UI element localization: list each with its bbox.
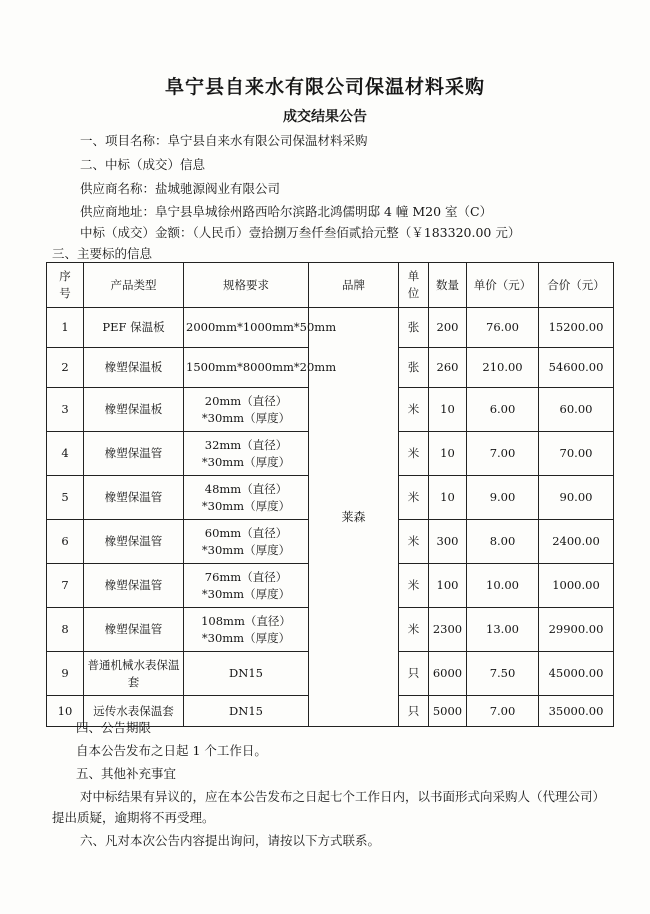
header-spec: 规格要求: [184, 263, 309, 308]
cell-qty: 10: [429, 432, 467, 476]
cell-seq: 9: [47, 652, 84, 696]
header-seq: 序 号: [47, 263, 84, 308]
section-main-items: 三、主要标的信息: [52, 246, 153, 261]
cell-unit: 米: [399, 388, 429, 432]
cell-price: 6.00: [467, 388, 539, 432]
cell-qty: 100: [429, 564, 467, 608]
cell-total: 1000.00: [539, 564, 614, 608]
cell-qty: 6000: [429, 652, 467, 696]
cell-seq: 1: [47, 308, 84, 348]
cell-total: 2400.00: [539, 520, 614, 564]
cell-seq: 2: [47, 348, 84, 388]
cell-spec: 48mm（直径）*30mm（厚度）: [184, 476, 309, 520]
cell-type: 橡塑保温管: [84, 476, 184, 520]
cell-type: 橡塑保温管: [84, 564, 184, 608]
section-other-matters: 五、其他补充事宜: [76, 766, 177, 781]
cell-seq: 8: [47, 608, 84, 652]
bid-amount: 中标（成交）金额：（人民币）壹拾捌万叁仟叁佰贰拾元整（￥183320.00 元）: [80, 225, 521, 240]
cell-type: 远传水表保温套: [84, 696, 184, 727]
cell-type: 橡塑保温管: [84, 432, 184, 476]
cell-spec: 60mm（直径）*30mm（厚度）: [184, 520, 309, 564]
cell-total: 15200.00: [539, 308, 614, 348]
cell-unit: 米: [399, 476, 429, 520]
cell-price: 10.00: [467, 564, 539, 608]
cell-type: 橡塑保温管: [84, 520, 184, 564]
document-subtitle: 成交结果公告: [283, 109, 367, 125]
cell-total: 45000.00: [539, 652, 614, 696]
cell-unit: 张: [399, 308, 429, 348]
cell-brand: 莱森: [309, 308, 399, 727]
cell-price: 9.00: [467, 476, 539, 520]
cell-total: 60.00: [539, 388, 614, 432]
table-row: [47, 308, 614, 348]
cell-seq: 6: [47, 520, 84, 564]
cell-qty: 5000: [429, 696, 467, 727]
cell-price: 8.00: [467, 520, 539, 564]
header-total: 合价（元）: [539, 263, 614, 308]
cell-unit: 只: [399, 696, 429, 727]
header-qty: 数量: [429, 263, 467, 308]
cell-price: 76.00: [467, 308, 539, 348]
cell-type: PEF 保温板: [84, 308, 184, 348]
cell-total: 70.00: [539, 432, 614, 476]
cell-price: 7.00: [467, 432, 539, 476]
cell-price: 210.00: [467, 348, 539, 388]
header-unit: 单 位: [399, 263, 429, 308]
cell-unit: 张: [399, 348, 429, 388]
cell-qty: 2300: [429, 608, 467, 652]
cell-spec: 20mm（直径）*30mm（厚度）: [184, 388, 309, 432]
cell-price: 7.00: [467, 696, 539, 727]
cell-seq: 3: [47, 388, 84, 432]
cell-seq: 5: [47, 476, 84, 520]
announcement-period-text: 自本公告发布之日起 1 个工作日。: [76, 743, 267, 758]
cell-unit: 只: [399, 652, 429, 696]
cell-price: 7.50: [467, 652, 539, 696]
header-price: 单价（元）: [467, 263, 539, 308]
cell-spec: 108mm（直径）*30mm（厚度）: [184, 608, 309, 652]
header-type: 产品类型: [84, 263, 184, 308]
cell-price: 13.00: [467, 608, 539, 652]
cell-total: 35000.00: [539, 696, 614, 727]
cell-spec: 76mm（直径）*30mm（厚度）: [184, 564, 309, 608]
other-matters-text-1: 对中标结果有异议的，应在本公告发布之日起七个工作日内，以书面形式向采购人（代理公司）: [80, 789, 606, 804]
cell-unit: 米: [399, 520, 429, 564]
section-inquiry-contact: 六、凡对本次公告内容提出询问，请按以下方式联系。: [80, 833, 381, 848]
cell-total: 90.00: [539, 476, 614, 520]
cell-unit: 米: [399, 564, 429, 608]
supplier-name: 供应商名称：盐城驰源阀业有限公司: [80, 181, 281, 196]
cell-type: 橡塑保温管: [84, 608, 184, 652]
cell-qty: 200: [429, 308, 467, 348]
table-header-row: [47, 263, 614, 308]
cell-type: 普通机械水表保温套: [84, 652, 184, 696]
items-table: [46, 262, 614, 727]
cell-qty: 300: [429, 520, 467, 564]
cell-spec: DN15: [184, 652, 309, 696]
other-matters-text-2: 提出质疑，逾期将不再受理。: [52, 810, 215, 825]
cell-qty: 10: [429, 388, 467, 432]
cell-spec: 2000mm*1000mm*50mm: [184, 308, 309, 348]
cell-total: 29900.00: [539, 608, 614, 652]
cell-unit: 米: [399, 608, 429, 652]
cell-type: 橡塑保温板: [84, 348, 184, 388]
section-announcement-period: 四、公告期限: [76, 720, 152, 735]
cell-seq: 10: [47, 696, 84, 727]
cell-spec: 1500mm*8000mm*20mm: [184, 348, 309, 388]
cell-total: 54600.00: [539, 348, 614, 388]
cell-type: 橡塑保温板: [84, 388, 184, 432]
cell-spec: 32mm（直径）*30mm（厚度）: [184, 432, 309, 476]
cell-qty: 10: [429, 476, 467, 520]
cell-seq: 4: [47, 432, 84, 476]
supplier-address: 供应商地址：阜宁县阜城徐州路西哈尔滨路北鸿儒明邸 4 幢 M20 室（C）: [80, 204, 493, 219]
document-title: 阜宁县自来水有限公司保温材料采购: [164, 76, 485, 98]
cell-unit: 米: [399, 432, 429, 476]
cell-seq: 7: [47, 564, 84, 608]
section-project-name: 一、项目名称：阜宁县自来水有限公司保温材料采购: [80, 133, 368, 148]
cell-qty: 260: [429, 348, 467, 388]
header-brand: 品牌: [309, 263, 399, 308]
cell-spec: DN15: [184, 696, 309, 727]
section-bid-info: 二、中标（成交）信息: [80, 157, 206, 172]
